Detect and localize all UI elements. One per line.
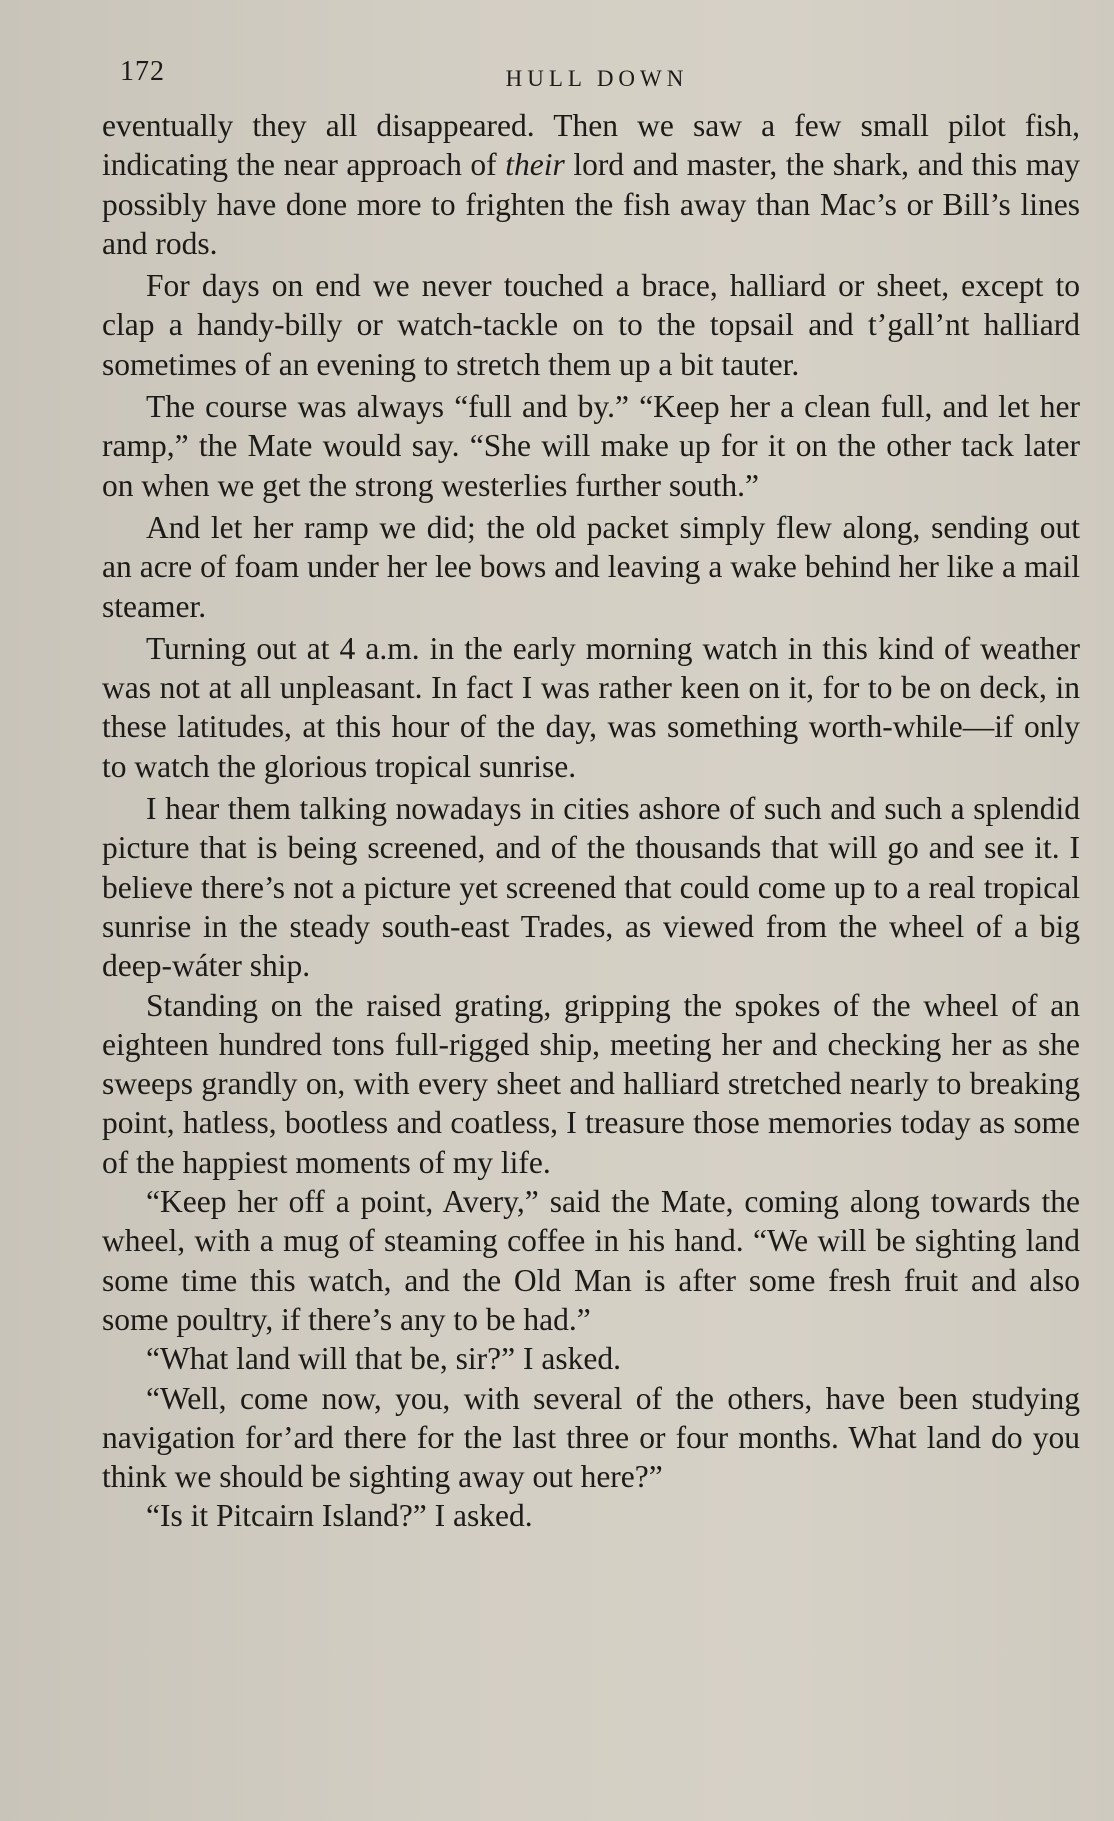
paragraph: And let her ramp we did; the old packet simply flew along, sending out an acre of foam under her lee bows and leaving a wake behind her like a mail steamer.: [102, 509, 1080, 624]
body-text: [102, 106, 1080, 1536]
paragraph: The course was always “full and by.” “Keep her a clean full, and let her ramp,” the Mate would say. “She will make up for it on the other tack later on when we get the strong westerlies further south.”: [102, 389, 1080, 503]
paragraph: “Is it Pitcairn Island?” I asked.: [146, 1498, 533, 1534]
paragraph: For days on end we never touched a brace, halliard or sheet, except to clap a handy-billy or watch-tackle on to the topsail and t’gall’nt halliard sometimes of an evening to stretch them up a bit tauter.: [102, 268, 1080, 382]
paragraph: “What land will that be, sir?” I asked.: [146, 1341, 621, 1377]
paragraph: “Keep her off a point, Avery,” said the Mate, coming along towards the wheel, with a mug of steaming coffee in his hand. “We will be sighting land some time this watch, and the Old Man is after some fresh fruit and also some poultry, if there’s any to be had.”: [102, 1184, 1080, 1337]
paragraph: “Well, come now, you, with several of the others, have been studying navigation for’ard there for the last three or four months. What land do you think we should be sighting away out here?”: [102, 1380, 1080, 1495]
page-number: 172: [120, 56, 165, 87]
italic-word: their: [505, 147, 565, 183]
paragraph: eventually they all disappeared. Then we saw a few small pilot fish, indicating the near approach of their lord and master, the shark, and this may possibly have done more to frighten the fish away than Mac’s or Bill’s lines and rods.: [102, 108, 1080, 261]
paragraph: Standing on the raised grating, gripping the spokes of the wheel of an eighteen hundred tons full-rigged ship, meeting her and checking her as she sweeps grandly on, with every sheet and halliard stretched nearly to breaking point, hatless, bootless and coatless, I treasure those memories today as some of the happiest moments of my life.: [102, 987, 1080, 1180]
running-head: HULL DOWN: [505, 66, 689, 91]
paragraph: I hear them talking nowadays in cities ashore of such and such a splendid picture that is being screened, and of the thousands that will go and see it. I believe there’s not a picture yet screened that could come up to a real tropical sunrise in the steady south-east Trades, as viewed from the wheel of a big deep-wáter ship.: [102, 791, 1080, 984]
paragraph: Turning out at 4 a.m. in the early morning watch in this kind of weather was not at all unpleasant. In fact I was rather keen on it, for to be on deck, in these latitudes, at this hour of the day, was something worth-while—if only to watch the glorious tropical sunrise.: [102, 630, 1080, 784]
